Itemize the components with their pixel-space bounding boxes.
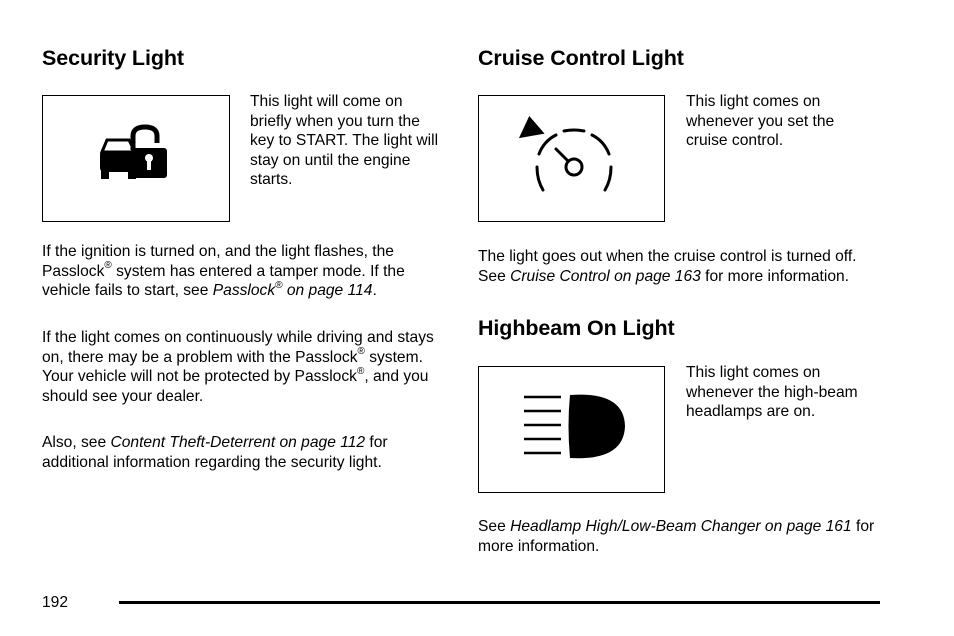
security-light-description: This light will come on briefly when you turn the key to START. The light will stay on until the engine starts. [250,93,439,188]
security-paragraph-2: If the light comes on continuously while driving and stays on, there may be a problem with the Passlock® system. Your vehicle will not be protected by Passlock®, and you should see your dealer. [42,329,434,405]
highbeam-light-heading: Highbeam On Light [478,316,675,340]
passlock-reference[interactable]: Passlock® on page 114 [212,279,373,299]
security-paragraph-3: Also, see Content Theft-Deterrent on page 112 for additional information regarding the security light. [42,434,388,471]
security-passlock-icon [43,96,228,220]
cruise-icon-box [478,95,665,222]
content-theft-deterrent-reference[interactable]: Content Theft-Deterrent on page 112 [110,434,366,451]
page-number: 192 [42,594,69,611]
headlamp-changer-reference[interactable]: Headlamp High/Low-Beam Changer on page 161 [510,518,852,535]
security-paragraph-1: If the ignition is turned on, and the light flashes, the Passlock® system has entered a tamper mode. If the vehicle fails to start, see Passlock® on page 114. [42,243,405,299]
cruise-paragraph: The light goes out when the cruise control is turned off. See Cruise Control on page 163 for more information. [478,248,857,285]
security-light-heading: Security Light [42,46,184,70]
highbeam-paragraph: See Headlamp High/Low-Beam Changer on page 161 for more information. [478,518,875,555]
highbeam-icon [479,367,663,491]
cruise-control-icon [479,96,663,220]
footer-divider [119,601,880,604]
security-icon-box [42,95,230,222]
cruise-control-light-heading: Cruise Control Light [478,46,684,70]
cruise-light-description: This light comes on whenever you set the cruise control. [686,93,835,149]
highbeam-icon-box [478,366,665,493]
highbeam-light-description: This light comes on whenever the high-beam headlamps are on. [686,364,858,420]
cruise-control-reference[interactable]: Cruise Control on page 163 [510,267,701,285]
